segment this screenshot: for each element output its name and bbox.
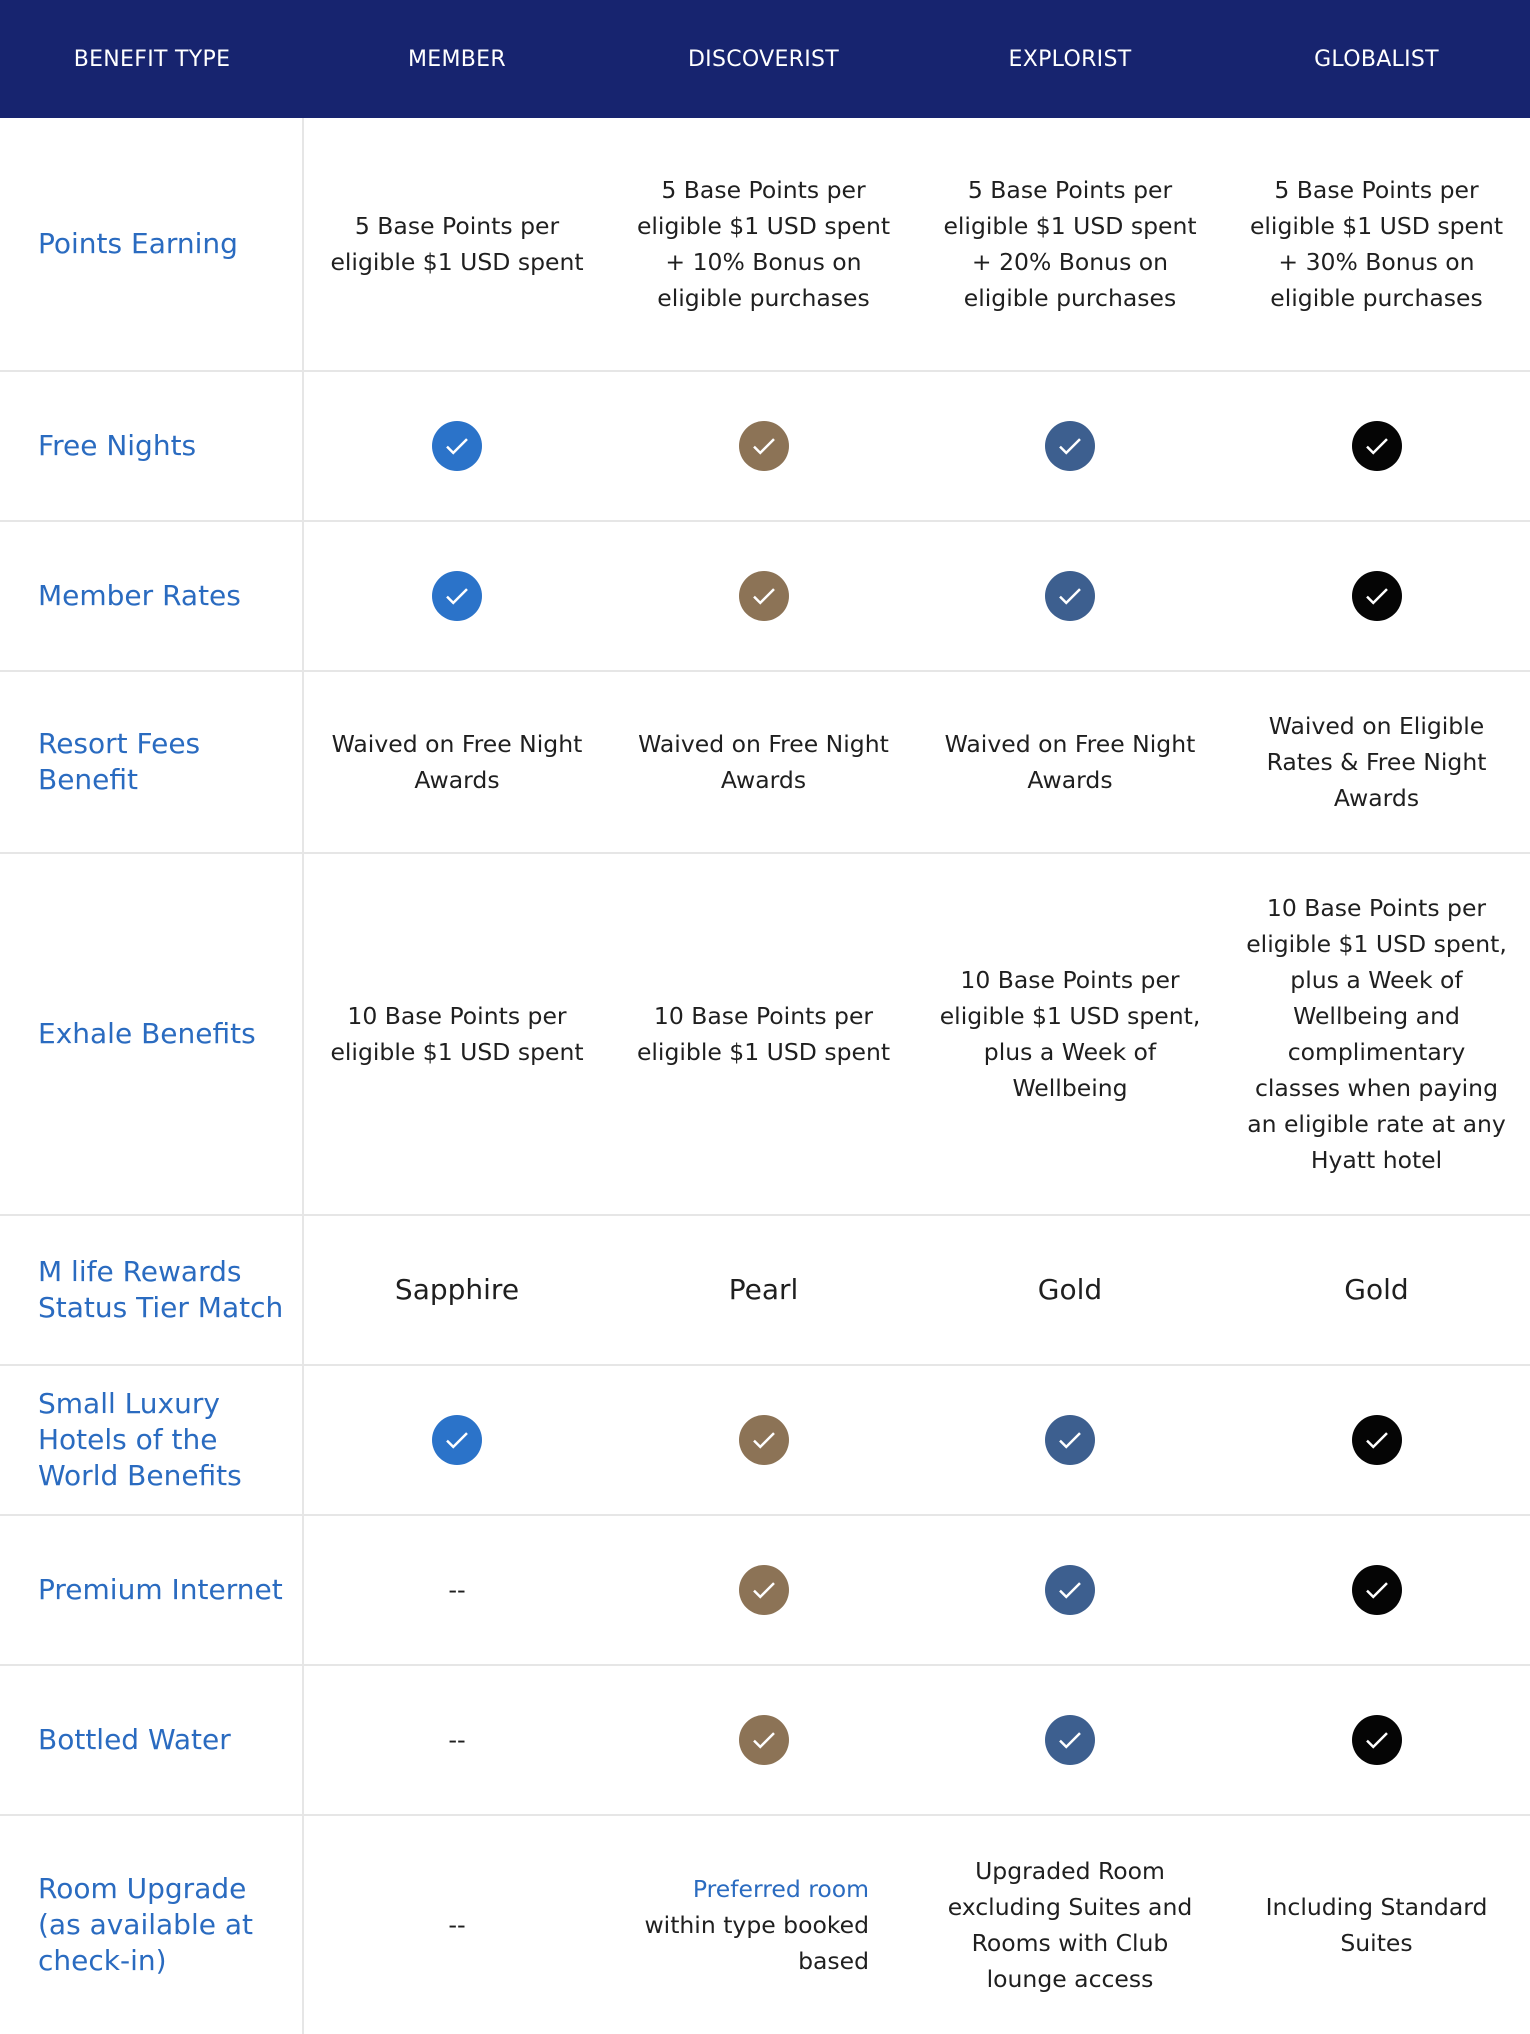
- header-discoverist: DISCOVERIST: [687, 46, 840, 72]
- header-explorist: EXPLORIST: [1008, 46, 1132, 72]
- check-circle-icon: [432, 571, 482, 621]
- discoverist-value: 5 Base Points per eligible $1 USD spent + 10% Bonus on eligible purchases: [636, 176, 891, 312]
- explorist-value: 10 Base Points per eligible $1 USD spent, plus a Week of Wellbeing: [939, 966, 1201, 1102]
- globalist-value: Gold: [1344, 1273, 1409, 1306]
- globalist-cell: [1223, 372, 1530, 520]
- check-circle-icon: [1352, 1715, 1402, 1765]
- check-circle-icon: [1045, 421, 1095, 471]
- header-globalist: GLOBALIST: [1314, 46, 1439, 72]
- benefit-label: Small Luxury Hotels of the World Benefits: [0, 1366, 304, 1514]
- table-row-mlife-rewards: [0, 1216, 1530, 1366]
- explorist-cell: [917, 372, 1223, 520]
- member-value: Waived on Free Night Awards: [331, 730, 583, 794]
- discoverist-cell: [610, 1366, 917, 1514]
- discoverist-cell: [610, 1666, 917, 1814]
- member-value: --: [448, 1726, 466, 1754]
- member-cell: [304, 372, 610, 520]
- globalist-value: 5 Base Points per eligible $1 USD spent + 30% Bonus on eligible purchases: [1249, 176, 1504, 312]
- table-row-small-luxury-hotels: [0, 1366, 1530, 1516]
- member-value: 10 Base Points per eligible $1 USD spent: [330, 1002, 584, 1066]
- check-circle-icon: [1352, 1415, 1402, 1465]
- check-circle-icon: [739, 571, 789, 621]
- table-row-bottled-water: [0, 1666, 1530, 1816]
- check-circle-icon: [1352, 1565, 1402, 1615]
- globalist-value: Including Standard Suites: [1265, 1893, 1488, 1957]
- member-value: --: [448, 1576, 466, 1604]
- explorist-value: Gold: [1037, 1273, 1103, 1306]
- benefit-label: Points Earning: [0, 118, 304, 370]
- table-row-premium-internet: [0, 1516, 1530, 1666]
- discoverist-cell: [610, 1816, 917, 2034]
- globalist-cell: [1223, 1666, 1530, 1814]
- benefit-label: Exhale Benefits: [0, 854, 304, 1214]
- member-value: Sapphire: [394, 1273, 520, 1306]
- discoverist-value: 10 Base Points per eligible $1 USD spent: [636, 1002, 891, 1066]
- check-circle-icon: [1045, 571, 1095, 621]
- header-member: MEMBER: [408, 46, 506, 72]
- table-row-points-earning: [0, 118, 1530, 372]
- globalist-cell: [1223, 1516, 1530, 1664]
- member-cell: [304, 522, 610, 670]
- check-circle-icon: [432, 421, 482, 471]
- explorist-value: 5 Base Points per eligible $1 USD spent + 20% Bonus on eligible purchases: [943, 176, 1197, 312]
- check-circle-icon: [739, 421, 789, 471]
- explorist-cell: [917, 522, 1223, 670]
- header-benefit-type: BENEFIT TYPE: [73, 46, 231, 72]
- member-value: --: [448, 1911, 466, 1939]
- benefit-label: Member Rates: [0, 522, 304, 670]
- member-value: 5 Base Points per eligible $1 USD spent: [330, 212, 584, 276]
- discoverist-value: [632, 1871, 869, 1979]
- check-circle-icon: [1352, 571, 1402, 621]
- discoverist-value: Waived on Free Night Awards: [638, 730, 889, 794]
- benefit-label: Resort Fees Benefit: [0, 672, 304, 852]
- benefit-label: M life Rewards Status Tier Match: [0, 1216, 304, 1364]
- member-cell: [304, 1366, 610, 1514]
- discoverist-cell: [610, 372, 917, 520]
- benefit-label: Bottled Water: [0, 1666, 304, 1814]
- discoverist-cell: [610, 522, 917, 670]
- check-circle-icon: [739, 1415, 789, 1465]
- benefit-label: Room Upgrade (as available at check-in): [0, 1816, 304, 2034]
- preferred-room-link[interactable]: Preferred room: [692, 1875, 869, 1903]
- table-header: [0, 0, 1530, 118]
- check-circle-icon: [1352, 421, 1402, 471]
- explorist-cell: [917, 1366, 1223, 1514]
- globalist-value: 10 Base Points per eligible $1 USD spent, plus a Week of Wellbeing and complimentary classes when paying an eligible rate at any Hyatt hotel: [1246, 894, 1507, 1174]
- table-row-member-rates: [0, 522, 1530, 672]
- table-row-room-upgrade: [0, 1816, 1530, 2034]
- discoverist-value-text: within type booked based: [644, 1911, 869, 1975]
- globalist-cell: [1223, 522, 1530, 670]
- benefit-label: Premium Internet: [0, 1516, 304, 1664]
- table-row-resort-fees: [0, 672, 1530, 854]
- explorist-cell: [917, 1516, 1223, 1664]
- table-row-free-nights: [0, 372, 1530, 522]
- table-row-exhale-benefits: [0, 854, 1530, 1216]
- check-circle-icon: [1045, 1715, 1095, 1765]
- discoverist-cell: [610, 1516, 917, 1664]
- check-circle-icon: [1045, 1565, 1095, 1615]
- explorist-value: Upgraded Room excluding Suites and Rooms with Club lounge access: [947, 1857, 1193, 1993]
- explorist-cell: [917, 1666, 1223, 1814]
- globalist-cell: [1223, 1366, 1530, 1514]
- check-circle-icon: [739, 1715, 789, 1765]
- globalist-value: Waived on Eligible Rates & Free Night Awards: [1266, 712, 1487, 812]
- benefit-label: Free Nights: [0, 372, 304, 520]
- check-circle-icon: [739, 1565, 789, 1615]
- check-circle-icon: [432, 1415, 482, 1465]
- discoverist-value: Pearl: [728, 1273, 799, 1306]
- check-circle-icon: [1045, 1415, 1095, 1465]
- explorist-value: Waived on Free Night Awards: [944, 730, 1196, 794]
